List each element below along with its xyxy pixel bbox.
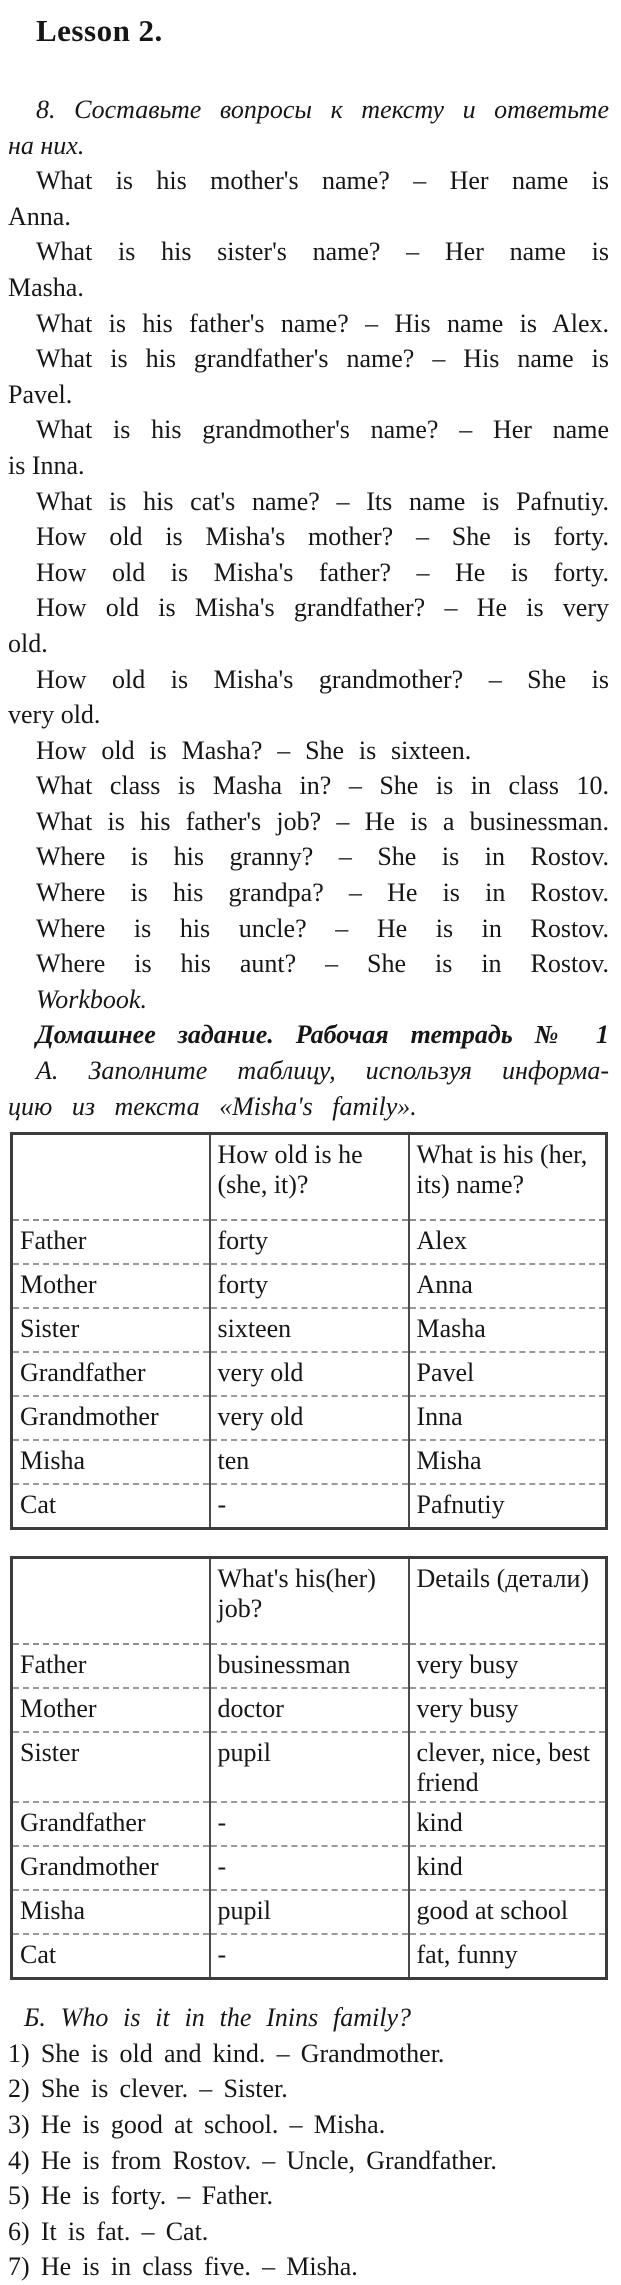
table-cell: Cat <box>12 1934 210 1979</box>
qa-line-continuation: Anna. <box>8 201 71 231</box>
qa-line: What is his father's job? – He is a businessman. <box>36 806 609 836</box>
qa-line-continuation: Pavel. <box>8 379 73 409</box>
table-cell: pupil <box>210 1890 409 1934</box>
table-cell: doctor <box>210 1688 409 1732</box>
table-cell: Cat <box>12 1484 210 1529</box>
task-b-item: 4) He is from Rostov. – Uncle, Grandfather. <box>8 2145 497 2175</box>
table-cell: very old <box>210 1396 409 1440</box>
table-cell: Father <box>12 1644 210 1688</box>
table-cell: Anna <box>409 1264 607 1308</box>
table-header-cell <box>12 1558 210 1645</box>
table-cell: pupil <box>210 1732 409 1802</box>
table-cell: clever, nice, best friend <box>409 1732 607 1802</box>
qa-line: What is his mother's name? – Her name is <box>36 166 609 196</box>
table-header-row <box>12 1558 607 1645</box>
table-row <box>12 1396 607 1440</box>
table-cell: Mother <box>12 1264 210 1308</box>
table-row <box>12 1352 607 1396</box>
table-cell: Alex <box>409 1220 607 1264</box>
qa-line: Where is his granny? – She is in Rostov. <box>36 842 609 872</box>
qa-line: Where is his grandpa? – He is in Rostov. <box>36 878 609 908</box>
table-cell: - <box>210 1934 409 1979</box>
task-b-title: Б. Who is it in the Inins family? <box>24 2003 411 2033</box>
table-header-cell: What is his (her, its) name? <box>409 1134 607 1221</box>
workbook-label: Workbook. <box>36 984 147 1014</box>
table-cell: Grandfather <box>12 1352 210 1396</box>
table-row <box>12 1484 607 1529</box>
table-cell: Masha <box>409 1308 607 1352</box>
table-cell: Grandmother <box>12 1396 210 1440</box>
table-row <box>12 1934 607 1979</box>
table-row <box>12 1802 607 1846</box>
table-row <box>12 1264 607 1308</box>
qa-line: What class is Masha in? – She is in class 10. <box>36 771 609 801</box>
task-a-instruction-line2: цию из текста «Misha's family». <box>8 1091 417 1121</box>
table-row <box>12 1688 607 1732</box>
table-cell: Pafnutiy <box>409 1484 607 1529</box>
exercise8-instruction-line2: на них. <box>8 130 85 160</box>
table-cell: Grandmother <box>12 1846 210 1890</box>
table-cell: Misha <box>12 1890 210 1934</box>
table-header-row <box>12 1134 607 1221</box>
task-a-instruction-line1: А. Заполните таблицу, используя информа- <box>36 1056 609 1086</box>
table-cell: good at school <box>409 1890 607 1934</box>
task-b-item: 3) He is good at school. – Misha. <box>8 2110 386 2139</box>
task-b-item: 6) It is fat. – Cat. <box>8 2216 209 2246</box>
qa-line-continuation: old. <box>8 628 48 658</box>
table-row <box>12 1440 607 1484</box>
table-cell: very busy <box>409 1644 607 1688</box>
table-header-cell <box>12 1134 210 1221</box>
qa-line: How old is Masha? – She is sixteen. <box>36 735 472 765</box>
qa-line: What is his grandfather's name? – His name is <box>36 344 609 374</box>
table-row <box>12 1890 607 1934</box>
table-cell: Misha <box>12 1440 210 1484</box>
table-row <box>12 1846 607 1890</box>
qa-line: What is his grandmother's name? – Her name <box>36 415 609 445</box>
qa-line: Where is his aunt? – She is in Rostov. <box>36 949 609 979</box>
table-cell: Pavel <box>409 1352 607 1396</box>
table-cell: Father <box>12 1220 210 1264</box>
qa-line-continuation: Masha. <box>8 272 84 302</box>
family-table-ages-names <box>10 1132 608 1530</box>
task-b-item: 5) He is forty. – Father. <box>8 2181 274 2211</box>
table-cell: Inna <box>409 1396 607 1440</box>
table-cell: - <box>210 1802 409 1846</box>
task-b-item: 2) She is clever. – Sister. <box>8 2074 288 2104</box>
table-cell: Sister <box>12 1308 210 1352</box>
table-cell: kind <box>409 1846 607 1890</box>
table-cell: forty <box>210 1264 409 1308</box>
table-cell: - <box>210 1846 409 1890</box>
table-cell: very old <box>210 1352 409 1396</box>
qa-line: Where is his uncle? – He is in Rostov. <box>36 913 609 943</box>
qa-line: What is his cat's name? – Its name is Pafnutiy. <box>36 486 609 516</box>
task-b-item: 7) He is in class five. – Misha. <box>8 2252 358 2282</box>
qa-line: How old is Misha's father? – He is forty. <box>36 557 609 587</box>
table-header-cell: What's his(her) job? <box>210 1558 409 1645</box>
qa-line: What is his sister's name? – Her name is <box>36 237 609 267</box>
table-cell: sixteen <box>210 1308 409 1352</box>
table-cell: forty <box>210 1220 409 1264</box>
table-cell: ten <box>210 1440 409 1484</box>
qa-line: What is his father's name? – His name is Alex. <box>36 308 609 338</box>
table-row <box>12 1220 607 1264</box>
qa-line-continuation: very old. <box>8 700 101 730</box>
table-cell: kind <box>409 1802 607 1846</box>
table-header-cell: How old is he (she, it)? <box>210 1134 409 1221</box>
table-cell: businessman <box>210 1644 409 1688</box>
qa-line: How old is Misha's grandfather? – He is very <box>36 593 609 623</box>
task-b-item: 1) She is old and kind. – Grandmother. <box>8 2038 445 2068</box>
table-cell: Misha <box>409 1440 607 1484</box>
table-cell: very busy <box>409 1688 607 1732</box>
table-row <box>12 1732 607 1802</box>
table-cell: Sister <box>12 1732 210 1802</box>
table-row <box>12 1644 607 1688</box>
table-row <box>12 1308 607 1352</box>
qa-line: How old is Misha's mother? – She is forty. <box>36 522 609 552</box>
homework-title: Домашнее задание. Рабочая тетрадь № 1 <box>36 1020 609 1050</box>
family-table-jobs-details <box>10 1556 608 1980</box>
qa-line: How old is Misha's grandmother? – She is <box>36 664 609 694</box>
exercise8-instruction-line1: 8. Составьте вопросы к тексту и ответьте <box>36 95 609 124</box>
lesson-title: Lesson 2. <box>36 13 163 48</box>
table-header-cell: Details (детали) <box>409 1558 607 1645</box>
table-cell: - <box>210 1484 409 1529</box>
table-cell: fat, funny <box>409 1934 607 1979</box>
table-cell: Grandfather <box>12 1802 210 1846</box>
table-cell: Mother <box>12 1688 210 1732</box>
qa-line-continuation: is Inna. <box>8 450 85 480</box>
